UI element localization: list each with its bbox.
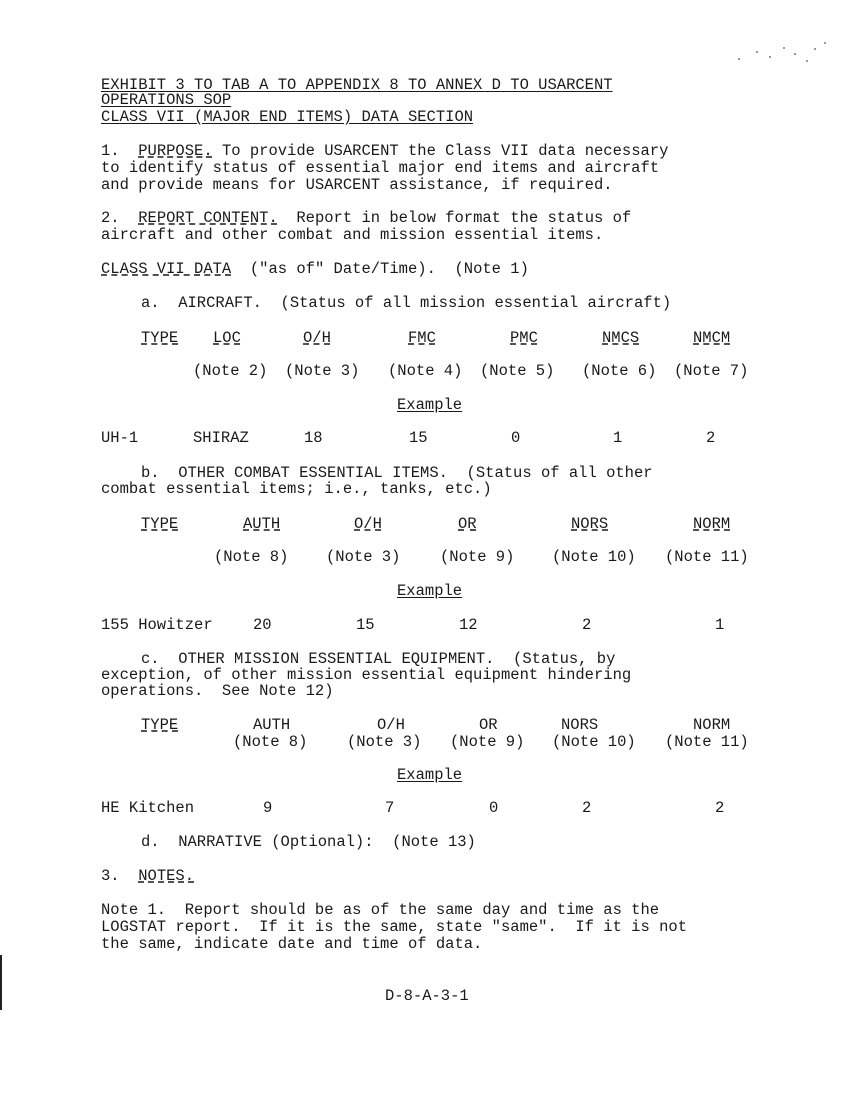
section-title-class: CLASS VII (MAJOR END ITEMS) DATA SECTION <box>101 108 474 126</box>
mission-example-row <box>0 800 850 818</box>
section-title <box>101 109 473 126</box>
aircraft-note-3: (Note 3) <box>285 362 360 380</box>
combat-note-11: (Note 11) <box>665 548 749 566</box>
mission-col-type: TYPE <box>141 716 179 734</box>
combat-example-or: 12 <box>459 616 478 634</box>
aircraft-example-nmcs: 1 <box>613 429 623 447</box>
aircraft-col-fmc: FMC <box>408 329 436 347</box>
aircraft-col-loc: LOC <box>213 329 241 347</box>
note1-line1: Note 1. Report should be as of the same day and time as the <box>101 901 660 919</box>
mission-example-norm: 2 <box>715 799 725 817</box>
aircraft-note-4: (Note 4) <box>388 362 463 380</box>
combat-note-10: (Note 10) <box>552 548 636 566</box>
scan-speck <box>794 53 796 55</box>
aircraft-example-fmc: 15 <box>409 429 428 447</box>
combat-col-oh: O/H <box>354 515 382 533</box>
mission-notes-row <box>0 734 850 752</box>
mission-example-auth: 9 <box>263 799 273 817</box>
report-content-line1 <box>101 210 631 227</box>
aircraft-col-nmcs: NMCS <box>602 329 640 347</box>
margin-edge-mark <box>0 955 2 1010</box>
report-content-number: 2. <box>101 209 120 227</box>
combat-col-nors: NORS <box>571 515 609 533</box>
scan-speck <box>738 58 740 60</box>
mission-example-nors: 2 <box>582 799 592 817</box>
notes-number: 3. <box>101 867 120 885</box>
combat-note-9: (Note 9) <box>440 548 515 566</box>
combat-col-type: TYPE <box>141 515 179 533</box>
aircraft-title: a. AIRCRAFT. (Status of all mission essential aircraft) <box>141 294 672 312</box>
aircraft-example-loc: SHIRAZ <box>193 429 249 447</box>
note1-line2: LOGSTAT report. If it is the same, state "same". If it is not <box>101 918 687 936</box>
aircraft-note-7: (Note 7) <box>674 362 749 380</box>
mission-equip-title-line1: c. OTHER MISSION ESSENTIAL EQUIPMENT. (Status, by <box>141 650 616 668</box>
purpose-line3: and provide means for USARCENT assistance, if required. <box>101 176 613 194</box>
purpose-number: 1. <box>101 142 120 160</box>
mission-note-11: (Note 11) <box>665 733 749 751</box>
mission-equip-title-line3: operations. See Note 12) <box>101 682 334 700</box>
combat-example-row <box>0 617 850 635</box>
aircraft-col-nmcm: NMCM <box>693 329 731 347</box>
combat-example-norm: 1 <box>715 616 725 634</box>
mission-col-auth: AUTH <box>253 716 291 734</box>
purpose-line2: to identify status of essential major end items and aircraft <box>101 159 660 177</box>
combat-note-3: (Note 3) <box>326 548 401 566</box>
scan-speck <box>783 47 785 49</box>
scan-speck <box>756 51 758 53</box>
combat-example-label: Example <box>397 582 463 600</box>
mission-col-oh: O/H <box>377 716 405 734</box>
mission-col-nors: NORS <box>561 716 599 734</box>
aircraft-example-pmc: 0 <box>511 429 521 447</box>
exhibit-title-line2: OPERATIONS SOP <box>101 91 232 109</box>
mission-example-or: 0 <box>489 799 499 817</box>
notes-heading-line <box>101 868 194 885</box>
exhibit-title-line1: EXHIBIT 3 TO TAB A TO APPENDIX 8 TO ANNEX D TO USARCENT <box>101 76 613 94</box>
mission-note-3: (Note 3) <box>347 733 422 751</box>
purpose-text1: To provide USARCENT the Class VII data necessary <box>212 142 669 160</box>
aircraft-example-row <box>0 430 850 448</box>
combat-example-oh: 15 <box>356 616 375 634</box>
aircraft-notes-row <box>0 363 850 381</box>
report-content-line2: aircraft and other combat and mission essential items. <box>101 226 604 244</box>
report-content-heading: REPORT CONTENT. <box>138 209 278 227</box>
purpose-heading: PURPOSE. <box>138 142 213 160</box>
note1-line3: the same, indicate date and time of data. <box>101 935 483 953</box>
aircraft-example-oh: 18 <box>304 429 323 447</box>
combat-example-type: 155 Howitzer <box>101 616 213 634</box>
combat-items-title-line2: combat essential items; i.e., tanks, etc.) <box>101 480 492 498</box>
aircraft-note-6: (Note 6) <box>582 362 657 380</box>
narrative-line: d. NARRATIVE (Optional): (Note 13) <box>141 833 476 851</box>
class-vii-heading: CLASS VII DATA <box>101 260 232 278</box>
aircraft-col-pmc: PMC <box>510 329 538 347</box>
scan-speck <box>806 60 808 62</box>
mission-col-norm: NORM <box>693 716 731 734</box>
combat-items-title-line1: b. OTHER COMBAT ESSENTIAL ITEMS. (Status of all other <box>141 464 653 482</box>
combat-note-8: (Note 8) <box>214 548 289 566</box>
aircraft-example-type: UH-1 <box>101 429 139 447</box>
scan-speck <box>814 48 816 50</box>
aircraft-example-nmcm: 2 <box>706 429 716 447</box>
class-vii-line <box>101 261 529 278</box>
aircraft-col-oh: O/H <box>303 329 331 347</box>
mission-note-9: (Note 9) <box>450 733 525 751</box>
mission-example-oh: 7 <box>385 799 395 817</box>
aircraft-note-2: (Note 2) <box>193 362 268 380</box>
combat-col-auth: AUTH <box>243 515 281 533</box>
combat-col-or: OR <box>458 515 477 533</box>
scan-speck <box>769 56 771 58</box>
aircraft-note-5: (Note 5) <box>480 362 555 380</box>
aircraft-col-type: TYPE <box>141 329 179 347</box>
report-content-text1: Report in below format the status of <box>277 209 632 227</box>
aircraft-example-label: Example <box>397 396 463 414</box>
scan-speck <box>824 42 826 44</box>
aircraft-header-row <box>0 330 850 348</box>
mission-col-or: OR <box>479 716 498 734</box>
notes-heading: NOTES. <box>138 867 195 885</box>
class-vii-rest: ("as of" Date/Time). (Note 1) <box>231 260 529 278</box>
mission-note-10: (Note 10) <box>552 733 636 751</box>
mission-example-label: Example <box>397 766 463 784</box>
combat-header-row <box>0 516 850 534</box>
mission-equip-title-line2: exception, of other mission essential equipment hindering <box>101 666 632 684</box>
combat-example-nors: 2 <box>582 616 592 634</box>
combat-col-norm: NORM <box>693 515 731 533</box>
combat-notes-row <box>0 549 850 567</box>
mission-note-8: (Note 8) <box>233 733 308 751</box>
combat-example-auth: 20 <box>253 616 272 634</box>
page-identifier: D-8-A-3-1 <box>385 987 469 1005</box>
mission-example-type: HE Kitchen <box>101 799 195 817</box>
purpose-line1 <box>101 143 668 160</box>
